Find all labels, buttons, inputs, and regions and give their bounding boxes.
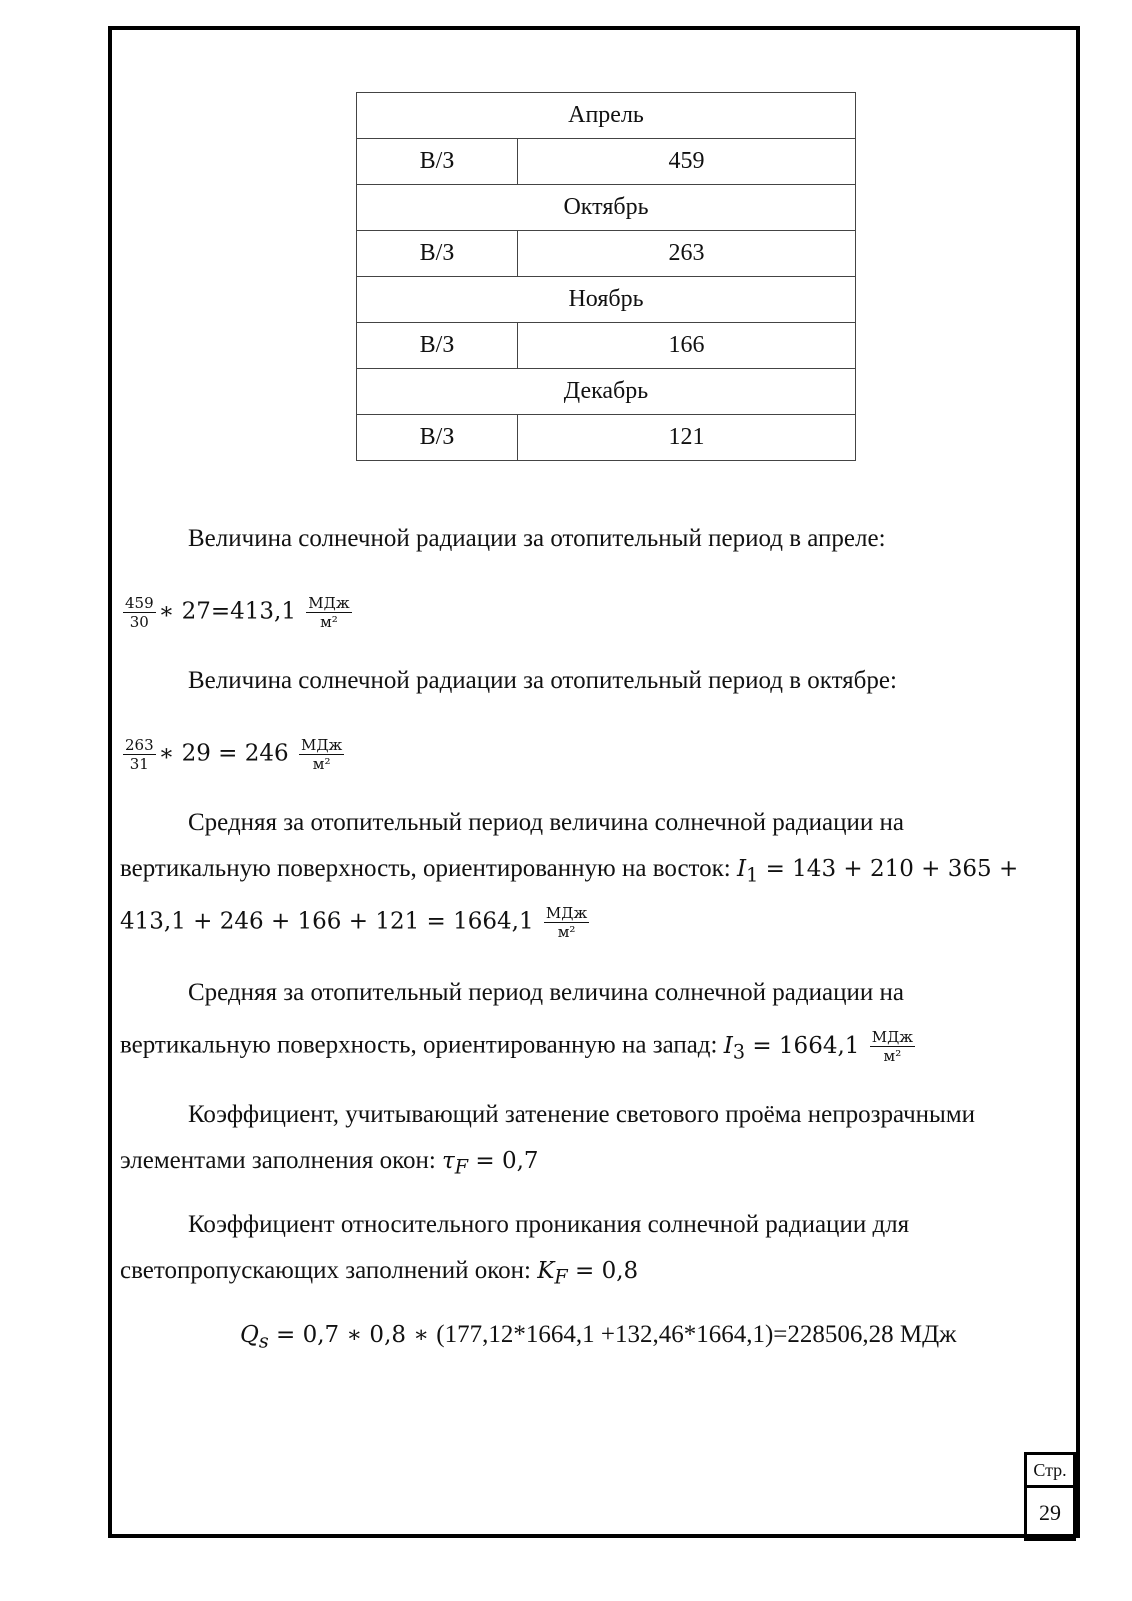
- paragraph-penetration-line2: светопропускающих заполнений окон: $K_F = 0,8$: [120, 1257, 639, 1289]
- page-label: Стр.: [1024, 1452, 1076, 1488]
- paragraph-east-line2: вертикальную поверхность, ориентированную на восток: $I_1 = 143 + 210 + 365$ +: [120, 855, 1019, 887]
- table-row: [357, 277, 856, 323]
- formula-april: $\frac{459}{30}$ ∗ 27=413,1 $\frac{\text{МДж}}{\text{м²}}$: [125, 594, 350, 631]
- fraction: $\frac{459}{30}$: [125, 594, 154, 631]
- formula-east-sum: 413,1 + 246 + 166 + 121 = 1664,1 $\frac{\text{МДж}}{\text{м²}}$: [120, 904, 588, 941]
- fraction: $\frac{263}{31}$: [125, 736, 154, 773]
- table-row: [357, 323, 856, 369]
- table-row: [357, 93, 856, 139]
- value-cell: 459: [518, 139, 856, 185]
- table-row: [357, 231, 856, 277]
- formula-qs: $Q_s = 0,7$ ∗ 0,8 ∗ (177,12*1664,1 +132,46*1664,1)=228506,28 МДж: [240, 1321, 957, 1353]
- month-cell: Декабрь: [357, 369, 856, 415]
- unit-fraction: $\frac{\text{МДж}}{\text{м²}}$: [545, 904, 588, 941]
- direction-cell: В/З: [357, 139, 518, 185]
- direction-cell: В/З: [357, 323, 518, 369]
- month-cell: Октябрь: [357, 185, 856, 231]
- page-number: 29: [1024, 1485, 1076, 1541]
- value-cell: 121: [518, 415, 856, 461]
- unit-fraction: $\frac{\text{МДж}}{\text{м²}}$: [308, 594, 350, 631]
- paragraph-october: Величина солнечной радиации за отопительный период в октябре:: [188, 667, 897, 694]
- month-cell: Апрель: [357, 93, 856, 139]
- value-cell: 166: [518, 323, 856, 369]
- paragraph-shading-line1: Коэффициент, учитывающий затенение светового проёма непрозрачными: [188, 1101, 976, 1128]
- paragraph-east-line1: Средняя за отопительный период величина солнечной радиации на: [188, 809, 904, 836]
- paragraph-shading-line2: элементами заполнения окон: $\tau_F = 0,7$: [120, 1147, 539, 1179]
- paragraph-april: Величина солнечной радиации за отопительный период в апреле:: [188, 525, 886, 552]
- formula-october: $\frac{263}{31}$ ∗ 29 = 246 $\frac{\text{МДж}}{\text{м²}}$: [125, 736, 343, 773]
- direction-cell: В/З: [357, 415, 518, 461]
- month-cell: Ноябрь: [357, 277, 856, 323]
- radiation-table: [356, 92, 856, 461]
- unit-fraction: $\frac{\text{МДж}}{\text{м²}}$: [871, 1028, 914, 1065]
- table-row: [357, 139, 856, 185]
- value-cell: 263: [518, 231, 856, 277]
- paragraph-west-line2: вертикальную поверхность, ориентированную на запад: $I_3 = 1664,1$ $\frac{\text{МДж}}{\text{м²}}$: [120, 1028, 914, 1065]
- table-row: [357, 415, 856, 461]
- direction-cell: В/З: [357, 231, 518, 277]
- paragraph-penetration-line1: Коэффициент относительного проникания солнечной радиации для: [188, 1211, 910, 1238]
- unit-fraction: $\frac{\text{МДж}}{\text{м²}}$: [300, 736, 343, 773]
- table-row: [357, 369, 856, 415]
- paragraph-west-line1: Средняя за отопительный период величина солнечной радиации на: [188, 979, 904, 1006]
- table-row: [357, 185, 856, 231]
